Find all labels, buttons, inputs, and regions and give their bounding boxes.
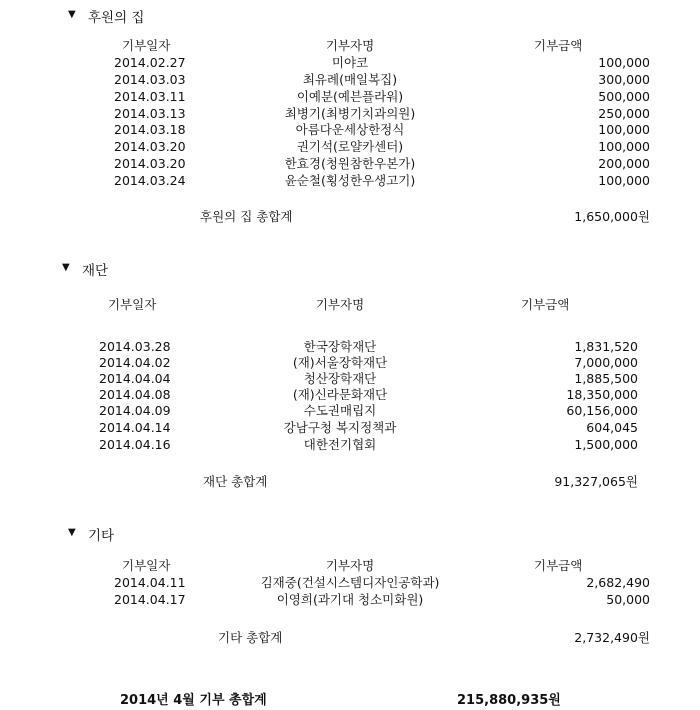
table-row xyxy=(0,437,700,453)
row-date: 2014.04.08 xyxy=(99,387,171,402)
table-row xyxy=(0,371,700,387)
row-amount: 100,000 xyxy=(598,122,650,137)
row-amount: 1,831,520 xyxy=(574,339,638,354)
header-amount: 기부금액 xyxy=(534,38,583,53)
row-donor: 한국장학재단 xyxy=(303,339,377,354)
grand-total-label: 2014년 4월 기부 총합계 xyxy=(120,693,267,708)
section-title: 후원의 집 xyxy=(88,10,145,26)
row-amount: 1,500,000 xyxy=(574,437,638,452)
grand-total-value: 215,880,935원 xyxy=(457,693,561,708)
row-date: 2014.04.09 xyxy=(99,403,171,418)
bullet-icon: ▼ xyxy=(68,527,76,538)
section-total-label: 기타 총합계 xyxy=(218,630,283,645)
table-row xyxy=(0,89,700,105)
row-date: 2014.03.18 xyxy=(114,122,186,137)
table-row xyxy=(0,106,700,122)
row-donor: 강남구청 복지정책과 xyxy=(283,420,397,435)
section-total-label: 재단 총합계 xyxy=(203,474,268,489)
row-amount: 60,156,000 xyxy=(566,403,638,418)
row-date: 2014.04.16 xyxy=(99,437,171,452)
header-amount: 기부금액 xyxy=(534,558,583,573)
row-date: 2014.03.20 xyxy=(114,139,186,154)
table-row xyxy=(0,156,700,172)
table-row xyxy=(0,420,700,436)
row-date: 2014.04.14 xyxy=(99,420,171,435)
row-amount: 200,000 xyxy=(598,156,650,171)
table-row xyxy=(0,387,700,403)
row-amount: 18,350,000 xyxy=(566,387,638,402)
row-amount: 500,000 xyxy=(598,89,650,104)
row-donor: 권기석(로얄카센터) xyxy=(296,139,404,154)
row-amount: 1,885,500 xyxy=(574,371,638,386)
section-total-value: 2,732,490원 xyxy=(574,630,650,645)
row-donor: 수도권매립지 xyxy=(303,403,377,418)
table-row xyxy=(0,339,700,355)
row-date: 2014.04.04 xyxy=(99,371,171,386)
row-date: 2014.02.27 xyxy=(114,55,186,70)
table-row xyxy=(0,139,700,155)
row-date: 2014.03.11 xyxy=(114,89,186,104)
header-donor: 기부자명 xyxy=(315,297,365,312)
row-amount: 2,682,490 xyxy=(586,575,650,590)
row-donor: 청산장학재단 xyxy=(303,371,377,386)
section-total-value: 91,327,065원 xyxy=(554,474,638,489)
header-donor: 기부자명 xyxy=(325,558,375,573)
table-header xyxy=(0,558,700,574)
row-donor: 아름다운세상한정식 xyxy=(295,122,405,137)
section-total-value: 1,650,000원 xyxy=(574,209,650,224)
table-row xyxy=(0,122,700,138)
row-donor: (재)신라문화재단 xyxy=(292,387,388,402)
row-donor: 최유례(매일복집) xyxy=(302,72,398,87)
row-donor: 이영희(과기대 청소미화원) xyxy=(276,592,424,607)
row-donor: 미야코 xyxy=(331,55,369,70)
row-donor: 대한전기협회 xyxy=(303,437,377,452)
row-date: 2014.03.20 xyxy=(114,156,186,171)
table-row xyxy=(0,72,700,88)
header-date: 기부일자 xyxy=(122,38,171,53)
row-donor: (재)서울장학재단 xyxy=(292,355,388,370)
row-donor: 최병기(최병기치과의원) xyxy=(284,106,416,121)
row-amount: 100,000 xyxy=(598,55,650,70)
row-date: 2014.03.13 xyxy=(114,106,186,121)
row-amount: 50,000 xyxy=(606,592,650,607)
row-amount: 250,000 xyxy=(598,106,650,121)
bullet-icon: ▼ xyxy=(68,9,76,20)
row-date: 2014.03.03 xyxy=(114,72,186,87)
row-donor: 윤순철(횡성한우생고기) xyxy=(284,173,416,188)
row-amount: 300,000 xyxy=(598,72,650,87)
row-donor: 이예분(예븐플라워) xyxy=(296,89,404,104)
row-date: 2014.03.28 xyxy=(99,339,171,354)
row-date: 2014.03.24 xyxy=(114,173,186,188)
table-header xyxy=(0,38,700,54)
table-row xyxy=(0,355,700,371)
table-row xyxy=(0,55,700,71)
row-donor: 한효경(청원참한우본가) xyxy=(284,156,416,171)
row-date: 2014.04.02 xyxy=(99,355,171,370)
section-total-label: 후원의 집 총합계 xyxy=(200,209,293,224)
table-row xyxy=(0,575,700,591)
row-amount: 100,000 xyxy=(598,173,650,188)
row-date: 2014.04.11 xyxy=(114,575,186,590)
row-amount: 604,045 xyxy=(586,420,638,435)
header-amount: 기부금액 xyxy=(521,297,570,312)
table-row xyxy=(0,173,700,189)
row-donor: 김재중(건설시스템디자인공학과) xyxy=(260,575,440,590)
header-date: 기부일자 xyxy=(108,297,157,312)
bullet-icon: ▼ xyxy=(62,262,70,273)
table-header xyxy=(0,297,700,313)
section-title: 기타 xyxy=(88,528,115,544)
row-date: 2014.04.17 xyxy=(114,592,186,607)
table-row xyxy=(0,592,700,608)
table-row xyxy=(0,403,700,419)
header-donor: 기부자명 xyxy=(325,38,375,53)
header-date: 기부일자 xyxy=(122,558,171,573)
section-title: 재단 xyxy=(82,263,109,279)
row-amount: 7,000,000 xyxy=(574,355,638,370)
row-amount: 100,000 xyxy=(598,139,650,154)
